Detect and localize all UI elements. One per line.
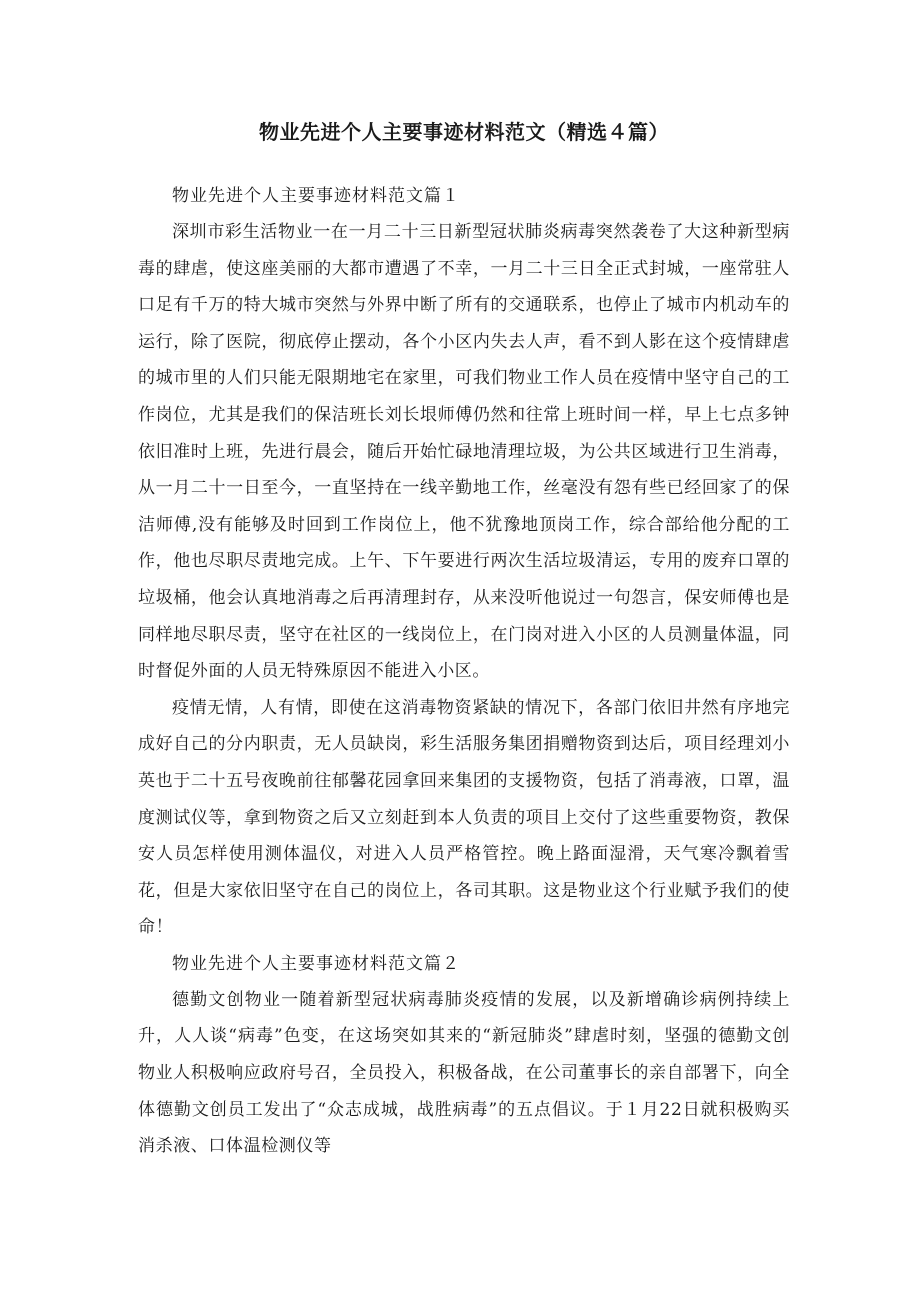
section-heading: 物业先进个人主要事迹材料范文篇１ [172, 186, 460, 206]
paragraph: 德勤文创物业一随着新型冠状病毒肺炎疫情的发展，以及新增确诊病例持续上升，人人谈“病毒”色变，在这场突如其来的“新冠肺炎”肆虐时刻，坚强的德勤文创物业人积极响应政府号召，全员投入，积极备战，在公司董事长的亲自部署下，向全体德勤文创员工发出了“众志成城，战胜病毒”的五点倡议。于１月22日就积极购买消杀液、口体温检测仪等 [138, 989, 790, 1157]
paragraph: 疫情无情，人有情，即使在这消毒物资紧缺的情况下，各部门依旧井然有序地完成好自己的分内职责，无人员缺岗，彩生活服务集团捐赠物资到达后，项目经理刘小英也于二十五号夜晚前往郁馨花园拿回来集团的支援物资，包括了消毒液，口罩，温度测试仪等，拿到物资之后又立刻赶到本人负责的项目上交付了这些重要物资，教保安人员怎样使用测体温仪，对进入人员严格管控。晚上路面湿滑，天气寒冷飘着雪花，但是大家依旧坚守在自己的岗位上，各司其职。这是物业这个行业赋予我们的使命！ [138, 697, 790, 938]
paragraph: 深圳市彩生活物业一在一月二十三日新型冠状肺炎病毒突然袭卷了大这种新型病毒的肆虐，使这座美丽的大都市遭遇了不幸，一月二十三日全正式封城，一座常驻人口足有千万的特大城市突然与外界中断了所有的交通联系，也停止了城市内机动车的运行，除了医院，彻底停止摆动，各个小区内失去人声，看不到人影在这个疫情肆虐的城市里的人们只能无限期地宅在家里，可我们物业工作人员在疫情中坚守自己的工作岗位，尤其是我们的保洁班长刘长垠师傅仍然和往常上班时间一样，早上七点多钟依旧准时上班，先进行晨会，随后开始忙碌地清理垃圾，为公共区域进行卫生消毒，从一月二十一日至今，一直坚持在一线辛勤地工作，丝毫没有怨有些已经回家了的保洁师傅,没有能够及时回到工作岗位上，他不犹豫地顶岗工作，综合部给他分配的工作，他也尽职尽责地完成。上午、下午要进行两次生活垃圾清运，专用的废弃口罩的垃圾桶，他会认真地消毒之后再清理封存，从来没听他说过一句怨言，保安师傅也是同样地尽职尽责，坚守在社区的一线岗位上，在门岗对进入小区的人员测量体温，同时督促外面的人员无特殊原因不能进入小区。 [138, 222, 790, 682]
document-title: 物业先进个人主要事迹材料范文（精选４篇） [259, 120, 669, 144]
section-1 [138, 178, 790, 946]
section-heading: 物业先进个人主要事迹材料范文篇２ [172, 953, 460, 974]
document-page [138, 112, 790, 1165]
section-2 [138, 946, 790, 1165]
